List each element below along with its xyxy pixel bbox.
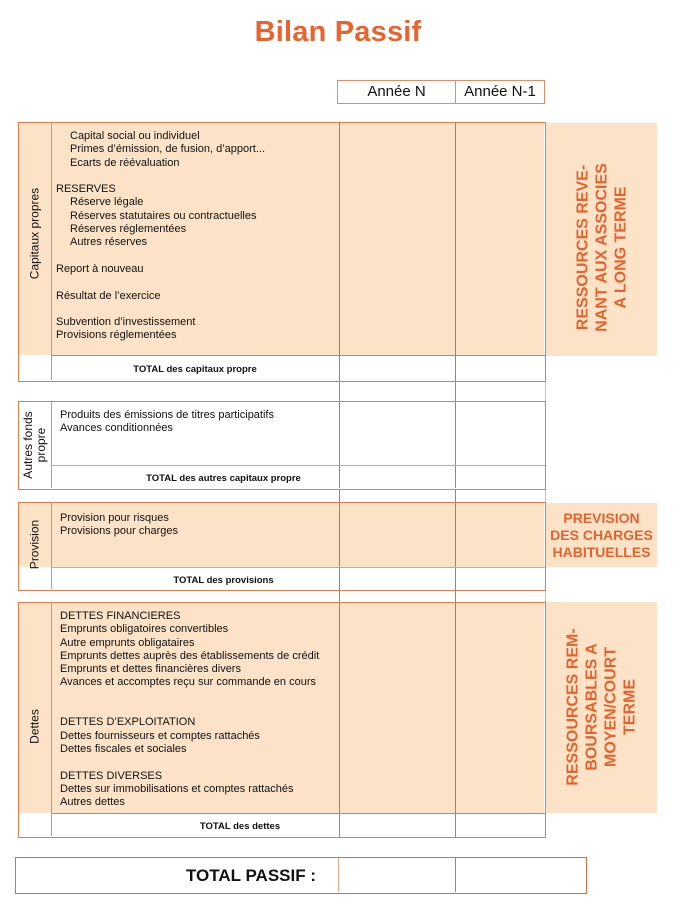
list-item: Produits des émissions de titres participatifs (60, 409, 274, 421)
list-item: Report à nouveau (56, 262, 144, 275)
total-value-n1[interactable] (457, 815, 544, 836)
value-cell-n[interactable] (341, 404, 454, 464)
total-divider (51, 813, 545, 814)
list-item: Ecarts de réévaluation (70, 156, 180, 169)
section-label: Capitaux propres (27, 187, 42, 280)
item-list (60, 409, 340, 436)
section-dettes (18, 602, 546, 838)
item-list (56, 130, 336, 343)
list-item: Capital social ou individuel (70, 130, 200, 142)
grand-total-label: TOTAL PASSIF : (185, 866, 316, 885)
section-label: Dettes (27, 709, 42, 744)
total-label: TOTAL des autres capitaux propre (146, 473, 301, 484)
list-item: Emprunts dettes auprès des établissements de crédit (60, 649, 320, 662)
list-item: Autre emprunts obligataires (60, 636, 195, 649)
section-label: Provision (27, 519, 42, 570)
column-header-year-n1: Année N-1 (455, 80, 545, 104)
cell-divider-n (338, 858, 339, 892)
total-value-n[interactable] (341, 815, 454, 836)
total-value-n1[interactable] (457, 467, 544, 487)
cell-divider-n1 (455, 402, 456, 488)
list-item: Subvention d’investissement (56, 316, 196, 329)
list-item: Dettes fiscales et sociales (60, 742, 187, 755)
list-item: Dettes sur immobilisations et comptes rattachés (60, 782, 294, 795)
list-item: Emprunts obligatoires convertibles (60, 623, 229, 636)
grand-total-row (15, 857, 587, 894)
list-item: Avances et accomptes reçu sur commande en cours (60, 676, 316, 689)
list-item: Primes d’émission, de fusion, d’apport... (70, 143, 266, 156)
list-item: Réserves statutaires ou contractuelles (70, 209, 257, 222)
total-divider (51, 465, 545, 466)
side-note-long-term (546, 123, 657, 356)
value-cell-n1[interactable] (457, 605, 544, 812)
list-item: Provisions pour charges (60, 525, 179, 538)
total-divider (51, 567, 545, 568)
total-value-n1[interactable] (457, 357, 544, 379)
list-item: Emprunts et dettes financières divers (60, 663, 241, 676)
list-item: DETTES DIVERSES (60, 769, 163, 782)
cell-divider-n1 (455, 123, 456, 380)
list-item: Dettes fournisseurs et comptes rattachés (60, 729, 260, 742)
side-note-text: RESSOURCES REVE- NANT AUX ASSOCIES A LONG TERME (574, 163, 630, 332)
total-value-n[interactable] (341, 467, 454, 487)
item-list (60, 610, 340, 809)
list-item: Résultat de l’exercice (56, 289, 161, 302)
column-header-year-n: Année N (337, 80, 456, 104)
cell-divider-n (339, 123, 340, 380)
cell-divider-n1 (455, 858, 456, 892)
side-note-text: PREVISION DES CHARGES HABITUELLES (550, 510, 653, 560)
cell-divider-n1 (455, 603, 456, 836)
list-item: Provisions réglementées (56, 329, 177, 342)
label-divider (51, 123, 52, 380)
section-label: Autres fonds propre (21, 411, 48, 479)
value-cell-n1[interactable] (457, 404, 544, 464)
total-label: TOTAL des dettes (199, 821, 281, 832)
list-item: DETTES FINANCIERES (60, 610, 181, 622)
grand-total-value-n1[interactable] (457, 859, 584, 891)
total-divider (51, 355, 545, 356)
list-item: DETTES D’EXPLOITATION (60, 716, 196, 729)
side-note-provisions (546, 503, 657, 567)
side-note-medium-short-term (546, 602, 657, 813)
label-divider (51, 603, 52, 836)
side-note-text: RESSOURCES REM- BOURSABLES A MOYEN/COURT TERME (564, 628, 639, 786)
grand-total-value-n[interactable] (340, 859, 454, 891)
list-item: Autres dettes (60, 796, 125, 809)
list-item: Autres réserves (70, 236, 148, 249)
value-cell-n[interactable] (341, 605, 454, 812)
value-cell-n1[interactable] (457, 505, 544, 566)
total-value-n[interactable] (341, 569, 454, 588)
total-label: TOTAL des provisions (173, 575, 274, 586)
value-cell-n[interactable] (341, 125, 454, 354)
item-list (60, 512, 340, 539)
total-label: TOTAL des capitaux propre (133, 364, 257, 375)
list-item: Réserves réglementées (70, 223, 187, 236)
section-provision (18, 502, 546, 591)
list-item: Réserve légale (70, 196, 144, 209)
value-cell-n[interactable] (341, 505, 454, 566)
section-autres-fonds-propres (18, 401, 546, 490)
list-item: RESERVES (56, 183, 116, 196)
value-cell-n1[interactable] (457, 125, 544, 354)
list-item: Provision pour risques (60, 512, 169, 524)
section-capitaux-propres (18, 122, 546, 382)
total-value-n1[interactable] (457, 569, 544, 588)
total-value-n[interactable] (341, 357, 454, 379)
page-title: Bilan Passif (254, 16, 422, 48)
cell-divider-n1 (455, 503, 456, 589)
list-item: Avances conditionnées (60, 422, 173, 435)
